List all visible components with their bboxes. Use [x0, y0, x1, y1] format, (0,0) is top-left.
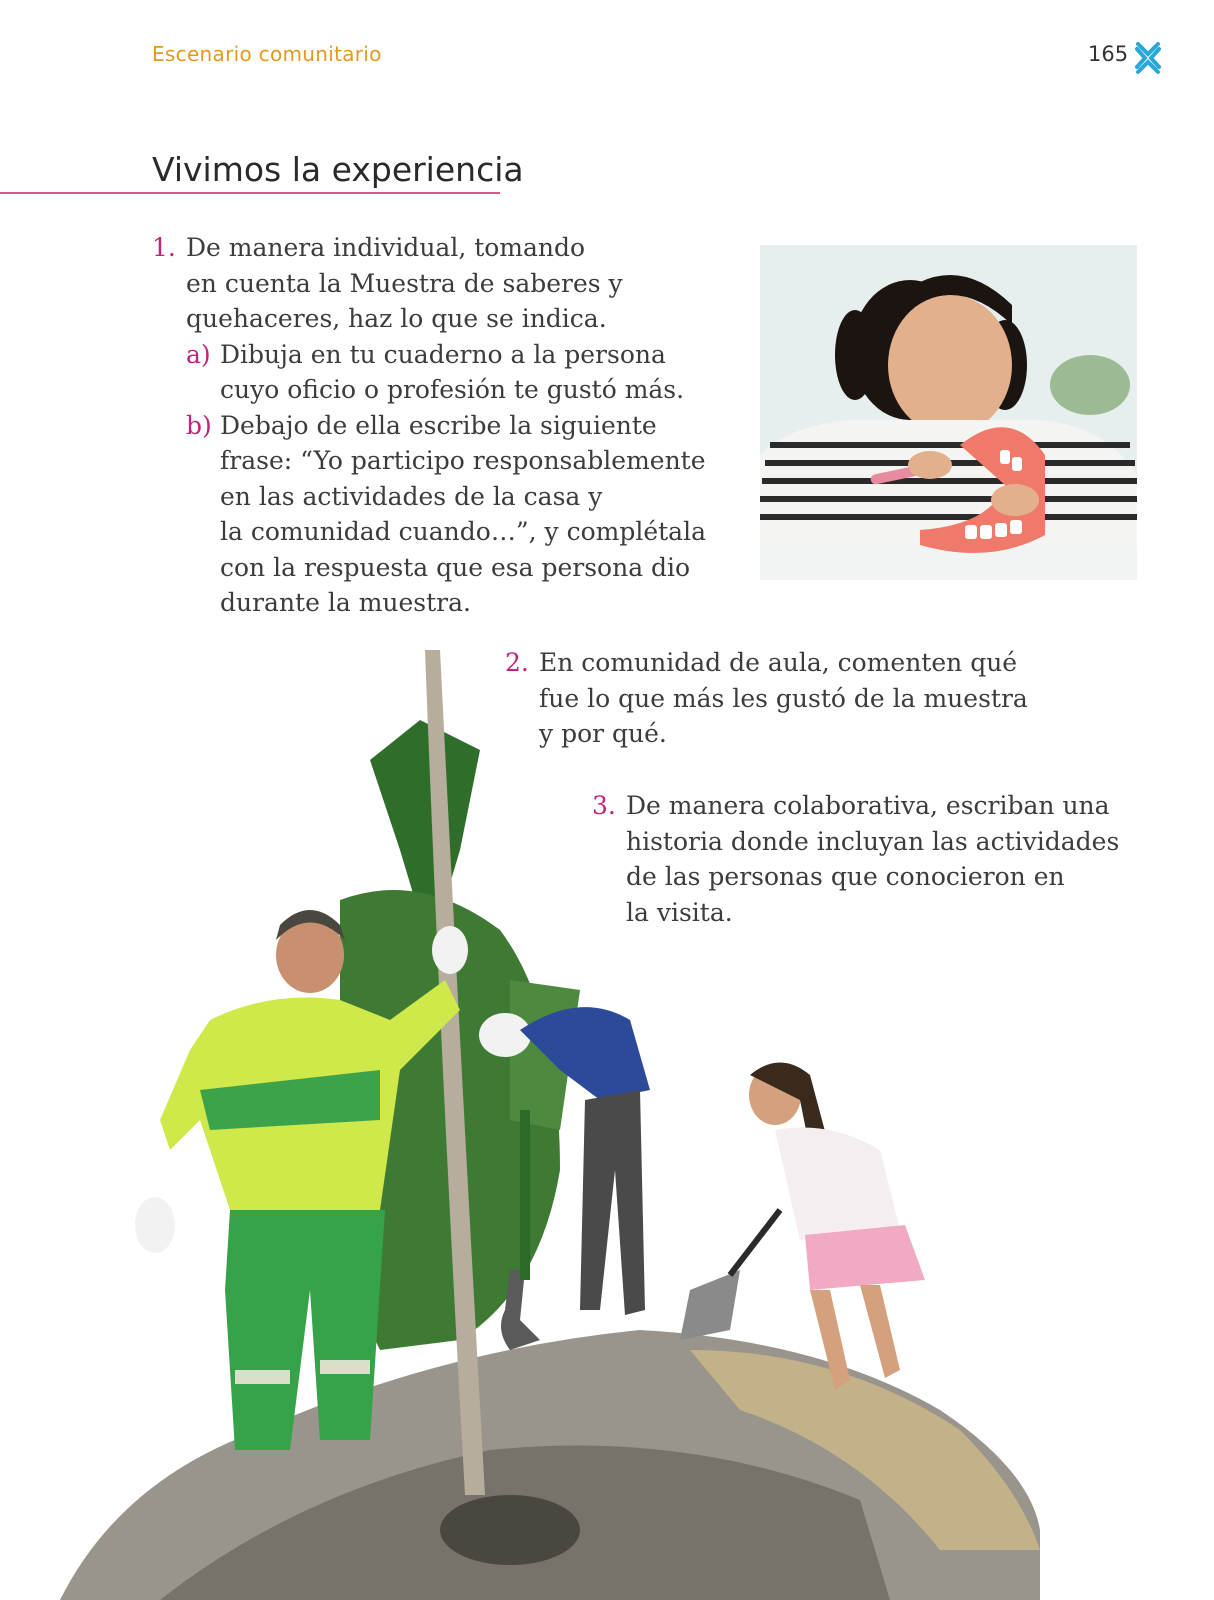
item-b-line: durante la muestra. — [220, 588, 471, 617]
activity-3-line: de las personas que conocieron en — [626, 862, 1065, 891]
section-header: Escenario comunitario — [152, 42, 382, 66]
page-title: Vivimos la experiencia — [152, 150, 524, 189]
item-b-line: la comunidad cuando…”, y complétala — [220, 517, 706, 546]
activity-1-line: quehaceres, haz lo que se indica. — [186, 304, 607, 333]
activity-2-number: 2. — [505, 648, 529, 677]
title-underline — [0, 192, 500, 194]
activity-3-line: De manera colaborativa, escriban una — [626, 791, 1110, 820]
activity-3-number: 3. — [592, 791, 616, 820]
item-a-line: cuyo oficio o profesión te gustó más. — [220, 375, 685, 404]
activity-2-line: y por qué. — [539, 719, 667, 748]
item-b-line: Debajo de ella escribe la siguiente — [220, 410, 657, 440]
item-b-label: b) — [186, 410, 212, 440]
tree-planting-photo — [40, 650, 1080, 1600]
item-b-line: en las actividades de la casa y — [220, 481, 603, 511]
activity-3-line: historia donde incluyan las actividades — [626, 826, 1120, 856]
activity-3-line: la visita. — [626, 897, 733, 927]
activity-2-line: En comunidad de aula, comenten qué — [539, 648, 1018, 677]
activity-1 — [152, 230, 706, 621]
girl-brushing-model-photo — [760, 245, 1137, 580]
item-b-line: frase: “Yo participo responsablemente — [220, 446, 706, 475]
activity-1-line: De manera individual, tomando — [186, 233, 586, 262]
item-a-line: Dibuja en tu cuaderno a la persona — [220, 339, 666, 369]
item-b-line: con la respuesta que esa persona dio — [220, 552, 691, 582]
page-number: 165 — [1088, 42, 1129, 66]
activity-1-number: 1. — [152, 233, 176, 262]
activity-1-line: en cuenta la Muestra de saberes y — [186, 268, 623, 298]
item-a-label: a) — [186, 339, 211, 369]
activity-2-line: fue lo que más les gustó de la muestra — [539, 683, 1028, 713]
book-logo-icon — [1133, 40, 1163, 76]
